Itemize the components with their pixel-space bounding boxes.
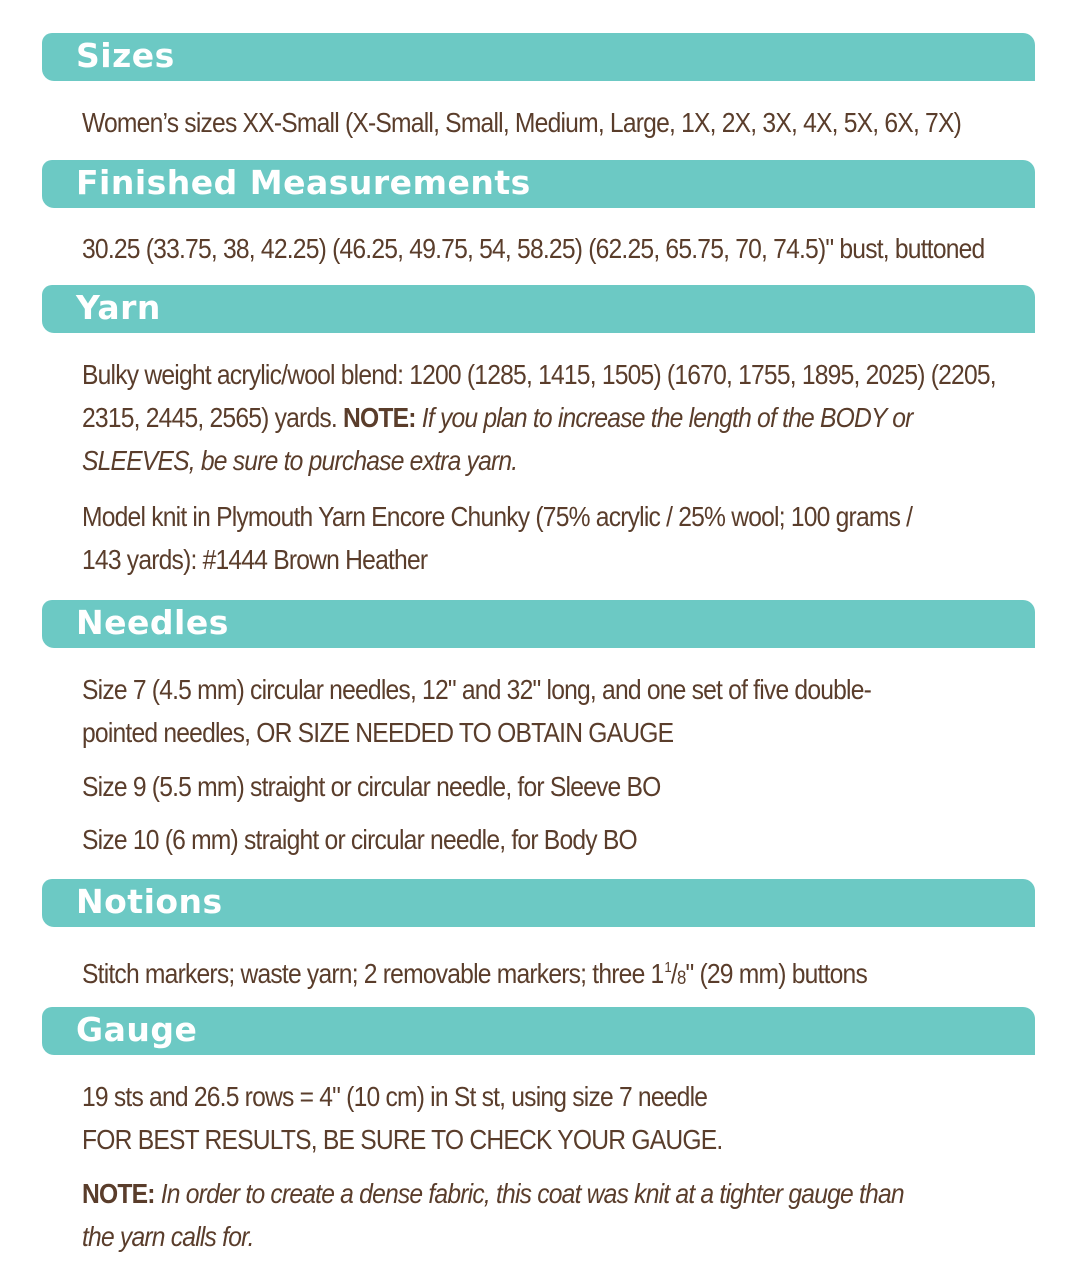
needles-header <box>42 600 1035 648</box>
gauge-paragraph <box>82 1075 1041 1161</box>
needles-line: pointed needles, OR SIZE NEEDED TO OBTAIN GAUGE <box>82 717 674 748</box>
yarn-note-text: SLEEVES, be sure to purchase extra yarn. <box>82 445 518 476</box>
yarn-weight-line <box>82 396 1041 439</box>
notions-text-prefix: Stitch markers; waste yarn; 2 removable markers; three 1 <box>82 958 664 989</box>
yarn-weight-line: Bulky weight acrylic/wool blend: 1200 (1285, 1415, 1505) (1670, 1755, 1895, 2025) (2205, <box>82 359 996 390</box>
measurements-title: Finished Measurements <box>76 163 531 202</box>
yarn-yards-text: 2315, 2445, 2565) yards. <box>82 402 344 433</box>
notions-text: Stitch markers; waste yarn; 2 removable markers; three $1^1/_8$" (29 mm) buttons <box>82 958 868 989</box>
gauge-title: Gauge <box>76 1010 198 1049</box>
needles-line: Size 9 (5.5 mm) straight or circular needle, for Sleeve BO <box>82 771 661 802</box>
needles-title: Needles <box>76 603 229 642</box>
notions-text-suffix: " (29 mm) buttons <box>685 958 868 989</box>
yarn-note-text: If you plan to increase the length of the BODY or <box>415 402 913 433</box>
yarn-header <box>42 285 1035 333</box>
notions-title: Notions <box>76 882 223 921</box>
yarn-weight-paragraph <box>82 353 1041 482</box>
yarn-model-line: 143 yards): #1444 Brown Heather <box>82 544 428 575</box>
yarn-title: Yarn <box>76 288 161 327</box>
sizes-text: Women’s sizes XX-Small (X-Small, Small, Medium, Large, 1X, 2X, 3X, 4X, 5X, 6X, 7X) <box>82 107 962 138</box>
gauge-note-paragraph <box>82 1172 1041 1258</box>
gauge-line: FOR BEST RESULTS, BE SURE TO CHECK YOUR GAUGE. <box>82 1124 723 1155</box>
fraction-denominator: 8 <box>676 968 686 989</box>
gauge-line: 19 sts and 26.5 rows = 4" (10 cm) in St st, using size 7 needle <box>82 1081 708 1112</box>
measurements-header <box>42 160 1035 208</box>
sizes-title: Sizes <box>76 36 175 75</box>
yarn-model-paragraph <box>82 495 1041 581</box>
needles-line: Size 10 (6 mm) straight or circular needle, for Body BO <box>82 824 637 855</box>
yarn-note-label: NOTE: <box>343 402 416 433</box>
gauge-note-label: NOTE: <box>82 1178 155 1209</box>
needles-paragraph-1 <box>82 668 1041 754</box>
measurements-text: 30.25 (33.75, 38, 42.25) (46.25, 49.75, 54, 58.25) (62.25, 65.75, 70, 74.5)" bust, buttoned <box>82 233 985 264</box>
fraction-numerator: 1 <box>664 959 671 976</box>
gauge-note-text: the yarn calls for. <box>82 1221 254 1252</box>
needles-line: Size 7 (4.5 mm) circular needles, 12" and 32" long, and one set of five double- <box>82 674 872 705</box>
sizes-header <box>42 33 1035 81</box>
gauge-note-text: In order to create a dense fabric, this coat was knit at a tighter gauge than <box>154 1178 904 1209</box>
gauge-header <box>42 1007 1035 1055</box>
yarn-model-line: Model knit in Plymouth Yarn Encore Chunky (75% acrylic / 25% wool; 100 grams / <box>82 501 913 532</box>
notions-header <box>42 879 1035 927</box>
